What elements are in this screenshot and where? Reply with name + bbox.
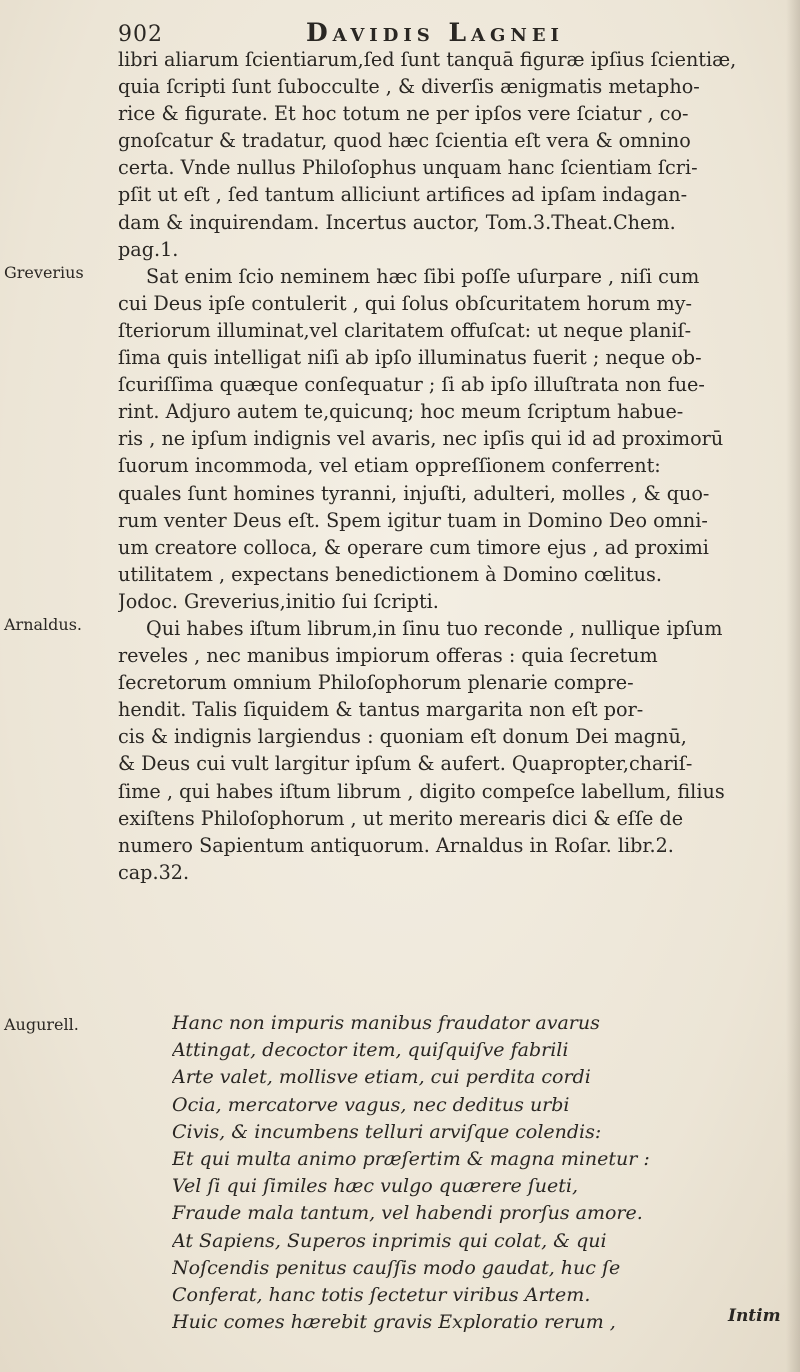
text-line: exiſtens Philoſophorum , ut merito merearis dici & eſſe de	[118, 806, 684, 830]
text-line: ſime , qui habes iſtum librum , digito compeſce labellum, filius	[118, 779, 725, 803]
text-line: utilitatem , expectans benedictionem à Domino cœlitus.	[118, 562, 662, 586]
verse-line: Ocia, mercatorve vagus, nec deditus urbi	[172, 1093, 570, 1116]
text-line: ſecretorum omnium Philoſophorum plenarie compre-	[118, 671, 634, 695]
text-line: cui Deus ipſe contulerit , qui ſolus obſcuritatem horum my-	[118, 291, 692, 315]
text-line: um creatore colloca, & operare cum timore ejus , ad proximi	[118, 535, 709, 559]
text-line: ſuorum incommoda, vel etiam oppreſſionem conferrent:	[118, 454, 661, 478]
text-line: & Deus cui vult largitur ipſum & aufert. Quapropter,chariſ-	[118, 752, 693, 776]
page-header	[118, 14, 758, 48]
text-line: ſteriorum illuminat,vel claritatem offuſcat: ut neque planiſ-	[118, 318, 692, 342]
text-line: ſima quis intelligat niſi ab ipſo illuminatus fuerit ; neque ob-	[118, 346, 702, 370]
text-line: Sat enim ſcio neminem hæc ſibi poſſe uſurpare , niſi cum	[146, 264, 700, 288]
verse-line: Fraude mala tantum, vel habendi prorſus amore.	[172, 1202, 643, 1225]
text-line: cap.32.	[118, 860, 190, 884]
page-edge-shadow	[786, 0, 800, 1372]
text-line: ſcuriſſima quæque conſequatur ; ſi ab ipſo illuſtrata non fue-	[118, 373, 705, 397]
verse-block	[172, 1010, 772, 1336]
running-head: Davidis Lagnei	[306, 18, 564, 47]
verse-line: Noſcendis penitus cauſſis modo gaudat, huc ſe	[172, 1256, 621, 1279]
text-line: hendit. Talis ſiquidem & tantus margarita non eſt por-	[118, 698, 644, 722]
text-line: rum venter Deus eſt. Spem igitur tuam in Domino Deo omni-	[118, 508, 708, 532]
verse-line: Arte valet, mollisve etiam, cui perdita cordi	[172, 1066, 591, 1089]
text-line: quales ſunt homines tyranni, injuſti, adulteri, molles , & quo-	[118, 481, 710, 505]
margin-note-arnaldus: Arnaldus.	[4, 615, 83, 634]
text-line: libri aliarum ſcientiarum,ſed ſunt tanquā figuræ ipſius ſcientiæ,	[118, 48, 737, 71]
text-line: ris , ne ipſum indignis vel avaris, nec ipſis qui id ad proximorū	[118, 427, 724, 451]
text-line: pag.1.	[118, 237, 179, 261]
text-line: certa. Vnde nullus Philoſophus unquam hanc ſcientiam ſcri-	[118, 156, 698, 180]
body-text	[118, 46, 780, 886]
page-number: 902	[118, 22, 163, 47]
text-line: pſit ut eſt , ſed tantum alliciunt artifices ad ipſam indagan-	[118, 183, 688, 207]
catchword: Intim	[728, 1306, 781, 1326]
text-line: numero Sapientum antiquorum. Arnaldus in Roſar. libr.2.	[118, 833, 674, 857]
margin-note-augurell: Augurell.	[4, 1015, 79, 1034]
text-line: rint. Adjuro autem te,quicunq; hoc meum ſcriptum habue-	[118, 400, 684, 424]
text-line: reveles , nec manibus impiorum offeras : quia ſecretum	[118, 644, 658, 668]
text-line: Qui habes iſtum librum,in ſinu tuo reconde , nullique ipſum	[146, 616, 723, 640]
verse-line: Vel ſi qui ſimiles hæc vulgo quærere ſueti,	[172, 1175, 578, 1198]
text-line: dam & inquirendam. Incertus auctor, Tom.3.Theat.Chem.	[118, 210, 676, 234]
verse-line: Hanc non impuris manibus fraudator avarus	[172, 1012, 600, 1034]
verse-line: Attingat, decoctor item, quiſquiſve fabrili	[172, 1039, 569, 1062]
text-line: quia ſcripti ſunt ſubocculte , & diverſis ænigmatis metapho-	[118, 75, 700, 99]
verse-line: Civis, & incumbens telluri arviſque colendis:	[172, 1120, 602, 1143]
verse-line: Huic comes hærebit gravis Exploratio rerum ,	[172, 1311, 616, 1334]
text-line: cis & indignis largiendus : quoniam eſt donum Dei magnū,	[118, 725, 687, 749]
verse-line: Et qui multa animo præſertim & magna minetur :	[172, 1147, 650, 1170]
text-line: rice & figurate. Et hoc totum ne per ipſos vere ſciatur , co-	[118, 102, 689, 126]
text-line: Jodoc. Greverius,initio ſui ſcripti.	[118, 589, 439, 613]
verse-line: At Sapiens, Superos inprimis qui colat, & qui	[172, 1229, 607, 1252]
text-line: gnoſcatur & tradatur, quod hæc ſcientia eſt vera & omnino	[118, 129, 691, 153]
margin-note-greverius: Greverius	[4, 263, 84, 282]
verse-line: Conferat, hanc totis ſectetur viribus Artem.	[172, 1283, 591, 1306]
